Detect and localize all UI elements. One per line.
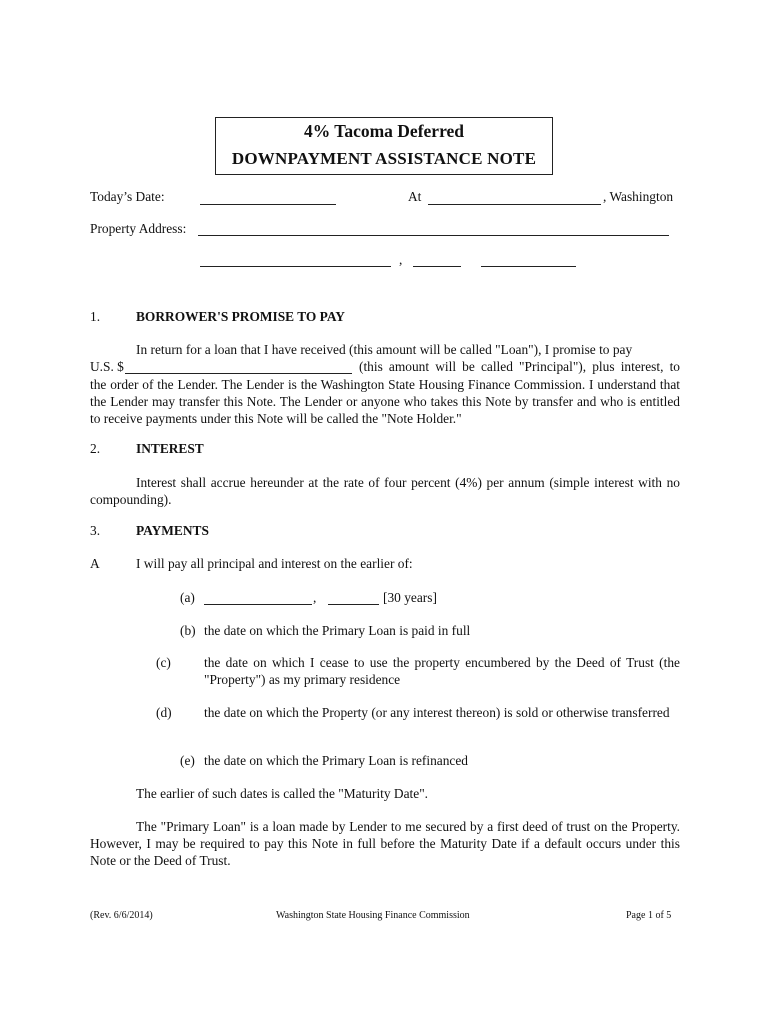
primary-loan-text: The "Primary Loan" is a loan made by Lender to me secured by a first deed of trust on the Property. However, I may be required to pay this Note in full before the Maturity Date if a default occurs under this Note or the Deed of Trust. xyxy=(90,819,680,868)
section3-number: 3. xyxy=(90,523,101,538)
item-e-text: the date on which the Primary Loan is refinanced xyxy=(204,753,469,768)
item-a-comma: , xyxy=(313,590,317,605)
item-e-label: (e) xyxy=(180,753,195,768)
section1-line1: In return for a loan that I have received (this amount will be called "Loan"), I promise to pay xyxy=(136,342,633,357)
item-c-label: (c) xyxy=(156,655,171,670)
section3-sub-label: A xyxy=(90,556,100,571)
item-b-text: the date on which the Primary Loan is paid in full xyxy=(204,623,471,638)
footer-page-number: Page 1 of 5 xyxy=(626,910,672,921)
footer-revision: (Rev. 6/6/2014) xyxy=(90,910,153,921)
maturity-date-text: The earlier of such dates is called the "Maturity Date". xyxy=(136,786,429,801)
section1-number: 1. xyxy=(90,309,101,324)
section2-paragraph xyxy=(90,474,680,508)
section1-us-prefix: U.S. $ xyxy=(90,359,124,374)
item-c-text: the date on which I cease to use the property encumbered by the Deed of Trust (the "Property") as my primary residence xyxy=(204,655,680,687)
item-e xyxy=(180,752,680,769)
item-d-text: the date on which the Property (or any interest thereon) is sold or otherwise transferred xyxy=(204,705,670,720)
item-a-date-field[interactable] xyxy=(204,604,312,605)
title-box xyxy=(215,117,553,175)
address-state-field[interactable] xyxy=(413,266,461,267)
document-title: 4% Tacoma Deferred xyxy=(303,121,465,141)
section1-line2-rest: (this amount will be called "Principal"), plus interest, to xyxy=(359,359,680,374)
todays-date-label: Today’s Date: xyxy=(90,189,165,204)
washington-label: , Washington xyxy=(603,189,674,204)
section2-heading: INTEREST xyxy=(136,441,204,456)
principal-amount-field[interactable] xyxy=(125,373,352,374)
todays-date-field[interactable] xyxy=(200,204,336,205)
address-zip-field[interactable] xyxy=(481,266,576,267)
property-address-label: Property Address: xyxy=(90,221,187,236)
section3-heading: PAYMENTS xyxy=(136,523,209,538)
item-b-label: (b) xyxy=(180,623,196,638)
address-comma: , xyxy=(399,252,403,267)
primary-loan-paragraph xyxy=(90,818,680,869)
section1-heading: BORROWER'S PROMISE TO PAY xyxy=(136,309,345,324)
item-a-label: (a) xyxy=(180,590,195,605)
section3-sub-text: I will pay all principal and interest on the earlier of: xyxy=(136,556,413,571)
footer-organization: Washington State Housing Finance Commission xyxy=(276,910,470,921)
item-d xyxy=(156,704,680,721)
item-a-suffix: [30 years] xyxy=(383,590,437,605)
property-address-field[interactable] xyxy=(198,235,669,236)
section1-paragraph: the order of the Lender. The Lender is the Washington State Housing Finance Commission. I understand that the Lender may transfer this Note. The Lender or anyone who takes this Note by transfer and who is entitled to receive payments under this Note will be called the "Note Holder." xyxy=(90,377,680,426)
section2-number: 2. xyxy=(90,441,101,456)
section2-text: Interest shall accrue hereunder at the rate of four percent (4%) per annum (simple interest with no compounding). xyxy=(90,475,680,507)
item-a-year-field[interactable] xyxy=(328,604,379,605)
at-label: At xyxy=(408,189,422,204)
document-subtitle: DOWNPAYMENT ASSISTANCE NOTE xyxy=(231,149,537,168)
item-c xyxy=(156,654,680,688)
item-b xyxy=(180,622,680,639)
city-field[interactable] xyxy=(428,204,601,205)
item-d-label: (d) xyxy=(156,705,172,720)
address-city-field[interactable] xyxy=(200,266,391,267)
